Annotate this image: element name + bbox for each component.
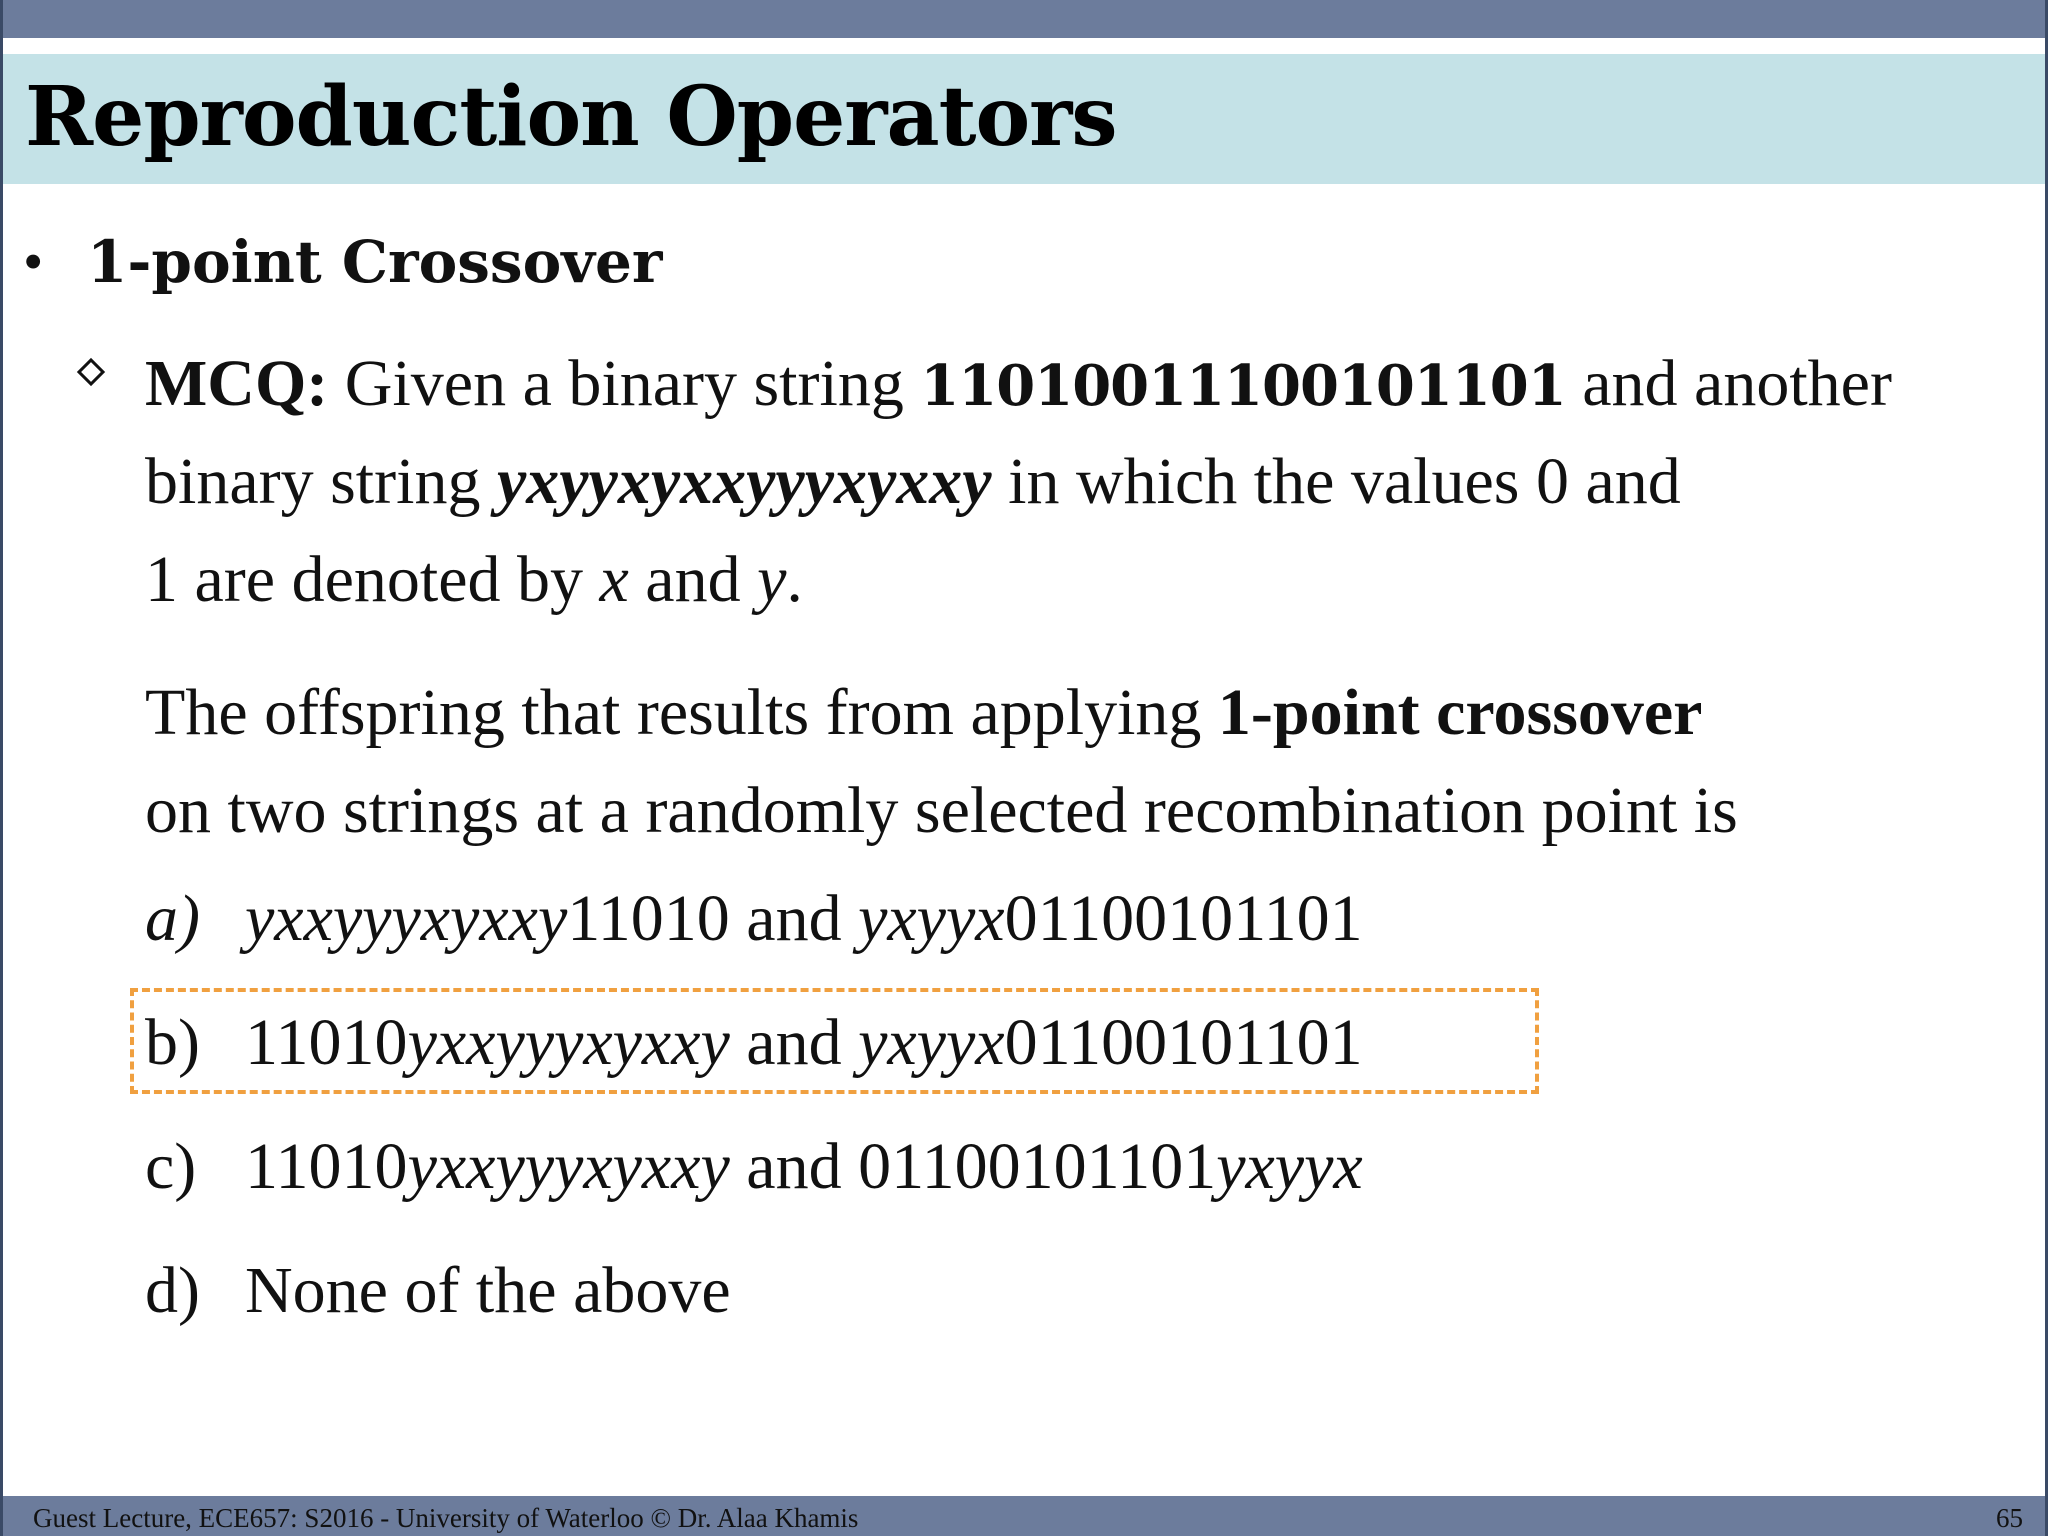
option-part: yxxyyyxyxxy bbox=[407, 1006, 730, 1079]
statement-l1-text: The offspring that results from applying bbox=[145, 676, 1218, 749]
option-letter: b) bbox=[145, 1006, 200, 1079]
option-part: yxyyx bbox=[1216, 1130, 1363, 1203]
option-letter: d) bbox=[145, 1254, 200, 1327]
question-line-3 bbox=[145, 531, 2025, 629]
option-part: 11010 bbox=[567, 882, 730, 955]
option-letter: c) bbox=[145, 1130, 197, 1203]
question-line-2 bbox=[145, 433, 2025, 531]
option-d bbox=[145, 1242, 731, 1340]
bullet-label: 1-point Crossover bbox=[87, 228, 663, 296]
question-l3-a: 1 are denoted by bbox=[145, 543, 600, 616]
question-l3-c: . bbox=[786, 543, 803, 616]
option-b bbox=[145, 994, 1363, 1092]
option-part: 01100101101 bbox=[1004, 882, 1363, 955]
page-number: 65 bbox=[1996, 1503, 2023, 1533]
symbolic-string: yxyyxyxxyyyxyxxy bbox=[496, 445, 992, 518]
statement-l1-bold: 1-point crossover bbox=[1217, 676, 1703, 749]
option-part: yxxyyyxyxxy bbox=[245, 882, 568, 955]
option-part: 01100101101 bbox=[858, 1130, 1217, 1203]
var-x: x bbox=[599, 543, 629, 616]
option-part: yxxyyyxyxxy bbox=[407, 1130, 730, 1203]
option-part: and bbox=[729, 1130, 859, 1203]
question-text bbox=[145, 335, 2025, 629]
option-a bbox=[145, 870, 1363, 968]
option-letter: a) bbox=[145, 882, 200, 955]
slide-title: Reproduction Operators bbox=[25, 69, 1117, 165]
option-part: yxyyx bbox=[858, 882, 1005, 955]
statement-text bbox=[145, 664, 2025, 860]
statement-line-1 bbox=[145, 664, 2025, 762]
question-l2-after: in which the values 0 and bbox=[991, 445, 1681, 518]
top-bar bbox=[3, 0, 2045, 38]
question-l1-after: and another bbox=[1565, 347, 1892, 420]
statement-line-2: on two strings at a randomly selected recombination point is bbox=[145, 774, 1738, 847]
option-part: and bbox=[729, 882, 859, 955]
option-part: and bbox=[729, 1006, 859, 1079]
option-part: 11010 bbox=[245, 1006, 408, 1079]
footer-bar bbox=[3, 1496, 2045, 1536]
option-c bbox=[145, 1118, 1363, 1216]
footer-credit: Guest Lecture, ECE657: S2016 - University of Waterloo © Dr. Alaa Khamis bbox=[33, 1503, 859, 1533]
binary-string: 11010011100101101 bbox=[920, 353, 1566, 419]
option-part: yxyyx bbox=[858, 1006, 1005, 1079]
question-line-1 bbox=[145, 335, 2025, 433]
option-text: None of the above bbox=[245, 1254, 731, 1327]
option-part: 01100101101 bbox=[1004, 1006, 1363, 1079]
option-part: 11010 bbox=[245, 1130, 408, 1203]
var-y: y bbox=[757, 543, 787, 616]
mcq-prefix: MCQ: bbox=[145, 347, 329, 420]
diamond-bullet-icon bbox=[77, 358, 105, 386]
question-l1-text: Given a binary string bbox=[328, 347, 921, 420]
question-l2-text: binary string bbox=[145, 445, 497, 518]
question-l3-b: and bbox=[628, 543, 758, 616]
bullet-dot: • bbox=[23, 229, 44, 294]
